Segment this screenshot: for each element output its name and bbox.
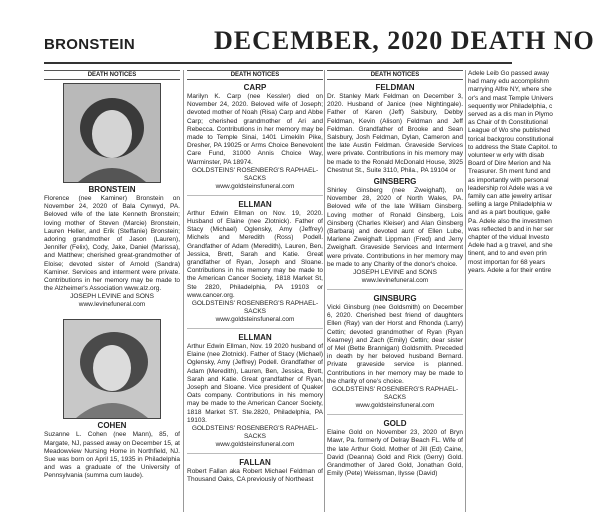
obituary-name: FELDMAN [375, 83, 415, 92]
obituary-text: Elaine Gold on November 23, 2020 of Bryn Mawr, Pa. formerly of Delray Beach FL. Wife of the late Arthur Gold. Mother of Jill (Ed) Caine, David (Deanna) Gold and Rick (Gerry) Gold. Grandmother of Jared Gold, Jonathan Gold, Emily (Pete) Weissman, Ilysse (David) [327, 429, 463, 478]
obituary-text: Robert Fallan aka Robert Michael Feldman of Thousand Oaks, CA previously of Northeast [187, 468, 323, 484]
header-rule [44, 62, 512, 64]
funeral-home-website[interactable]: www.goldsteinsfuneral.com [215, 441, 295, 449]
column-4 [468, 70, 558, 512]
column-divider [324, 70, 325, 512]
divider [187, 328, 323, 329]
funeral-home-website[interactable]: www.goldsteinsfuneral.com [355, 402, 435, 410]
section-tag: DEATH NOTICES [44, 70, 180, 80]
obituary-name: ELLMAN [238, 199, 272, 209]
obituary-name: ELLMAN [238, 333, 272, 343]
funeral-home: GOLDSTEINS' ROSENBERG'S RAPHAEL-SACKS [191, 300, 319, 316]
obituary-text: Marilyn K. Carp (nee Kessler) died on November 24, 2020. Beloved wife of Joseph; devoted mother of Noah (Risa) Carp and Abbe Carp; cherished grandmother of Ari and Rebecca. Contributions in her memory may be made to Temple Sinai, 1401 Limekiln Pike, Dresher, PA 19025 or Arms Choice Benevolent Care Fund, 31000 Annis Choice Way, Warminster, PA 18974. [187, 93, 323, 166]
funeral-home: JOSEPH LEVINE and SONS [70, 293, 154, 301]
obituary-text: Shirley Ginsberg (nee Zweighaft), on November 28, 2020 of North Wales, PA. Beloved wife of the late William Ginsberg. Loving mother of Ronald Ginsberg, Lois Ginsberg (Charles Kleiser) and Alan Ginsberg (Barbara) and devoted aunt of Ellen Lube, Marlene Zweighaft Lippman (Fred) and Jerry Zweighaft. Graveside Services and Interment were private. Contributions in her memory may be made to any Charity of the donor's choice. [327, 187, 463, 268]
obituary-text: Arthur Edwin Ellman on Nov. 19, 2020. Husband of Elaine (nee Zlotnick). Father of Stacy (Michael) Oglensky, Amy (Jeffrey) Michels and Meredith (Ross) Podell. Grandfather of Adam (Meredith), Lauren, Ben, Jessica, Brett, Sarah and Katie. Great grandfather of Ryan, Joseph and Sloane. Contributions in his memory may be made to the American Cancer Society, 1818 Market St, Ste 2820, Philadelphia, PA 19103 or www.cancer.org. [187, 209, 323, 299]
obituary-text: Dr. Stanley Mark Feldman on December 3, 2020. Husband of Janice (nee Nightingale). Father of Karen (Jeff) Salsbury, Debby Feldman, Kevin (Alison) Feldman and Jeff Feldman. Grandfather of Brooke and Sean Salsbury, Josh Feldman, Dylan, Cameron and the late Austin Feldman. Graveside Services were private. Contributions in his memory may be made to the Ronald McDonald House, 3925 Chestnut St., Suite 3110, Phila., PA 19104 or [327, 93, 463, 174]
divider [327, 414, 463, 415]
obituary-name: BRONSTEIN [88, 185, 136, 194]
obituary-name: GINSBURG [373, 294, 417, 304]
funeral-home: GOLDSTEINS' ROSENBERG'S RAPHAEL-SACKS [331, 386, 459, 402]
column-3 [327, 70, 463, 512]
section-tag: DEATH NOTICES [187, 70, 323, 80]
obituary-name: GINSBERG [373, 177, 417, 187]
divider [187, 453, 323, 454]
obituary-text: Adele Leib Go passed away had many edu accomplishm marrying Alfre NY, where she or's and mast Temple Univers sequently wor Philadelphia, c served as a dis man in Plymo as Chair of th Constitutional League of Wo she published torical backgrou constitutional to address the State Capitol. to volunteer w erly with disab Board of Dire Merion and Na Treasurer. Sh ment fund and as importantly with personal leadership rol Adele was a ve family can atte jewelry artisar selling a large Philadelphia w and as a part boutique, galle Pa. Adele also the investmen was reflected b and in her ser chapter of the vidual Investo Adele had a g travel, and she tinent, and to and even prin most importan for 68 years years. Adele a for their entire [468, 70, 558, 274]
column-1 [44, 70, 180, 512]
portrait-photo-cohen [63, 319, 161, 419]
funeral-home-website[interactable]: www.goldsteinsfuneral.com [215, 316, 295, 324]
obituary-name: COHEN [97, 421, 127, 431]
obituary-text: Florence (nee Kaminer) Bronstein on November 24, 2020 of Bala Cynwyd, PA. Beloved wife of the late Kenneth Bronstein; loving mother of Steven (Marcie) Bronstein, Lauren Heller, and Erik (Steffanie) Bronstein; adoring grandmother of Jason (Lauren), Jennifer (Felix), Cody, Jake, Daniel (Marissa), and Matthew; cherished great-grandmother of Eloise; devoted sister of Arnold (Sandra) Kaminer. Services and interment were private. Contributions in her memory may be made to the Alzheimer's Association www.alz.org. [44, 195, 180, 293]
page-title: DECEMBER, 2020 DEATH NO [214, 26, 595, 55]
obituary-name: FALLAN [239, 458, 271, 468]
funeral-home-website[interactable]: www.goldsteinsfuneral.com [215, 182, 295, 190]
column-2 [187, 70, 323, 512]
page-section-name: BRONSTEIN [44, 36, 136, 53]
funeral-home: JOSEPH LEVINE and SONS [353, 269, 437, 277]
divider [187, 195, 323, 196]
portrait-photo-bronstein [63, 83, 161, 183]
obituary-text: Suzanne L. Cohen (nee Mann), 85, of Margate, NJ, passed away on December 15, at Meadowview Nursing Home in Northfield, NJ. Sue was born on April 15, 1935 in Philadelphia and was a graduate of the University of Pennsylvania (summa cum laude). [44, 431, 180, 480]
funeral-home: GOLDSTEINS' ROSENBERG'S RAPHAEL-SACKS [191, 166, 319, 182]
funeral-home-website[interactable]: www.levinefuneral.com [78, 301, 146, 309]
divider [327, 289, 463, 290]
obituary-name: CARP [243, 83, 267, 92]
funeral-home-website[interactable]: www.levinefuneral.com [361, 277, 429, 285]
column-divider [183, 70, 184, 512]
funeral-home: GOLDSTEINS' ROSENBERG'S RAPHAEL-SACKS [191, 425, 319, 441]
column-divider [465, 70, 466, 512]
obituary-text: Vicki Ginsburg (nee Goldsmith) on December 6, 2020. Cherished best friend of daughters Ellen (Ray) van der Horst and Rhonda (Larry) Cettin; devoted grandmother of Ryan (Ryan Kearney) and Zach (Emily) Cettin; dear sister of Mel (Bette Brannigan) Goldsmith. Preceded in death by her beloved husband Bernard. Private graveside service is planned. Contributions in her memory may be made to the charity of one's choice. [327, 304, 463, 385]
obituary-text: Arthur Edwin Ellman, Nov. 19 2020 husband of Elaine (nee Zlotnick). Father of Stacy (Michael) Oglensky, Amy (Jeffrey) Podell. Grandfather of Adam (Meredith), Lauren, Ben, Jessica, Brett, Sarah and Katie. Great grandfather of Ryan, Joseph and Sloane. Vice president of Quaker Oats company. Contributions in his memory may be made to the American Cancer Society, 1818 Market ST. Ste.2820, Philadelphia, PA 19103. [187, 343, 323, 424]
section-tag: DEATH NOTICES [327, 70, 463, 80]
obituary-name: GOLD [383, 419, 407, 429]
